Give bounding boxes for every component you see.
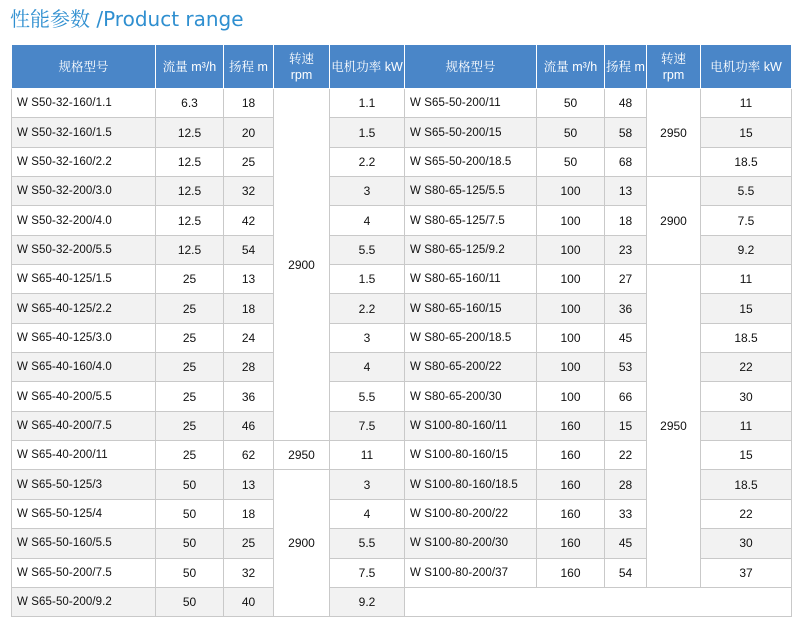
right-speed: 2900 [647,177,701,265]
left-power: 3 [330,470,405,499]
left-head: 18 [224,294,274,323]
right-model: W S80-65-125/9.2 [405,235,537,264]
header-speed: 转速 rpm [647,45,701,89]
left-flow: 25 [156,265,224,294]
left-speed: 2900 [274,470,330,617]
left-model: W S50-32-160/1.5 [12,118,156,147]
right-power: 18.5 [701,147,792,176]
left-head: 54 [224,235,274,264]
left-model: W S50-32-160/1.1 [12,89,156,118]
right-speed: 2950 [647,265,701,588]
right-model: W S65-50-200/11 [405,89,537,118]
right-head: 27 [605,265,647,294]
right-power: 7.5 [701,206,792,235]
right-head: 23 [605,235,647,264]
right-head: 22 [605,441,647,470]
left-flow: 50 [156,587,224,616]
left-head: 25 [224,529,274,558]
left-model: W S65-40-200/5.5 [12,382,156,411]
left-flow: 25 [156,382,224,411]
header-flow: 流量 m³/h [156,45,224,89]
left-flow: 25 [156,353,224,382]
right-model: W S80-65-125/5.5 [405,177,537,206]
right-model: W S80-65-200/22 [405,353,537,382]
right-power: 37 [701,558,792,587]
header-power: 电机功率 kW [330,45,405,89]
left-flow: 25 [156,411,224,440]
left-power: 2.2 [330,147,405,176]
right-model: W S80-65-160/11 [405,265,537,294]
left-power: 2.2 [330,294,405,323]
left-power: 3 [330,323,405,352]
right-head: 54 [605,558,647,587]
left-model: W S65-40-160/4.0 [12,353,156,382]
right-flow: 100 [537,382,605,411]
header-head: 扬程 m [605,45,647,89]
header-model: 规格型号 [12,45,156,89]
left-flow: 12.5 [156,147,224,176]
right-head: 18 [605,206,647,235]
left-power: 1.1 [330,89,405,118]
left-flow: 50 [156,470,224,499]
left-model: W S65-50-125/4 [12,499,156,528]
left-power: 5.5 [330,529,405,558]
left-model: W S65-50-200/9.2 [12,587,156,616]
right-head: 28 [605,470,647,499]
left-head: 24 [224,323,274,352]
right-head: 66 [605,382,647,411]
left-model: W S65-40-125/1.5 [12,265,156,294]
left-power: 5.5 [330,382,405,411]
left-model: W S65-50-125/3 [12,470,156,499]
table-row [12,587,792,616]
right-model: W S80-65-200/30 [405,382,537,411]
left-model: W S65-50-200/7.5 [12,558,156,587]
right-power: 18.5 [701,323,792,352]
right-power: 11 [701,265,792,294]
right-power: 5.5 [701,177,792,206]
right-head: 33 [605,499,647,528]
right-head: 15 [605,411,647,440]
left-power: 1.5 [330,118,405,147]
right-model: W S100-80-200/30 [405,529,537,558]
right-model: W S80-65-125/7.5 [405,206,537,235]
right-model: W S100-80-160/15 [405,441,537,470]
right-flow: 50 [537,147,605,176]
right-model: W S65-50-200/15 [405,118,537,147]
left-head: 18 [224,499,274,528]
left-head: 13 [224,265,274,294]
right-power: 15 [701,441,792,470]
right-flow: 100 [537,177,605,206]
table-row [12,89,792,118]
left-flow: 12.5 [156,235,224,264]
left-power: 4 [330,499,405,528]
table-header-row [12,45,792,89]
left-model: W S65-40-125/2.2 [12,294,156,323]
right-flow: 100 [537,353,605,382]
left-head: 18 [224,89,274,118]
left-flow: 25 [156,294,224,323]
left-power: 7.5 [330,558,405,587]
left-flow: 25 [156,323,224,352]
header-flow: 流量 m³/h [537,45,605,89]
right-model: W S100-80-200/37 [405,558,537,587]
left-power: 1.5 [330,265,405,294]
left-flow: 50 [156,558,224,587]
right-flow: 160 [537,441,605,470]
right-model: W S65-50-200/18.5 [405,147,537,176]
right-head: 45 [605,529,647,558]
left-flow: 6.3 [156,89,224,118]
left-head: 46 [224,411,274,440]
left-head: 32 [224,177,274,206]
left-power: 7.5 [330,411,405,440]
left-flow: 12.5 [156,177,224,206]
left-model: W S50-32-160/2.2 [12,147,156,176]
left-flow: 50 [156,529,224,558]
right-flow: 100 [537,265,605,294]
left-power: 9.2 [330,587,405,616]
header-speed: 转速 rpm [274,45,330,89]
left-power: 11 [330,441,405,470]
right-power: 11 [701,411,792,440]
left-head: 25 [224,147,274,176]
left-power: 3 [330,177,405,206]
header-head: 扬程 m [224,45,274,89]
left-head: 28 [224,353,274,382]
page-title: 性能参数 /Product range [10,7,244,31]
header-model: 规格型号 [405,45,537,89]
right-head: 45 [605,323,647,352]
right-power: 22 [701,499,792,528]
left-power: 4 [330,206,405,235]
left-model: W S50-32-200/3.0 [12,177,156,206]
right-flow: 50 [537,89,605,118]
right-flow: 160 [537,411,605,440]
table-row [12,265,792,294]
right-head: 36 [605,294,647,323]
header-power: 电机功率 kW [701,45,792,89]
left-head: 13 [224,470,274,499]
left-head: 42 [224,206,274,235]
right-power: 30 [701,382,792,411]
left-model: W S50-32-200/4.0 [12,206,156,235]
product-range-table [11,44,792,617]
left-flow: 12.5 [156,206,224,235]
right-flow: 100 [537,206,605,235]
right-head: 58 [605,118,647,147]
right-model: W S80-65-200/18.5 [405,323,537,352]
left-power: 5.5 [330,235,405,264]
right-flow: 100 [537,323,605,352]
left-model: W S65-40-200/7.5 [12,411,156,440]
right-speed: 2950 [647,89,701,177]
left-head: 36 [224,382,274,411]
right-head: 53 [605,353,647,382]
left-model: W S65-40-200/11 [12,441,156,470]
right-power: 18.5 [701,470,792,499]
right-model: W S100-80-160/18.5 [405,470,537,499]
right-flow: 160 [537,499,605,528]
left-model: W S65-50-160/5.5 [12,529,156,558]
right-power: 9.2 [701,235,792,264]
right-flow: 100 [537,235,605,264]
right-power: 11 [701,89,792,118]
right-head: 68 [605,147,647,176]
right-power: 22 [701,353,792,382]
right-flow: 100 [537,294,605,323]
right-flow: 160 [537,529,605,558]
right-power: 15 [701,118,792,147]
left-model: W S65-40-125/3.0 [12,323,156,352]
right-flow: 50 [537,118,605,147]
left-flow: 25 [156,441,224,470]
right-power: 30 [701,529,792,558]
left-head: 62 [224,441,274,470]
left-speed: 2950 [274,441,330,470]
left-power: 4 [330,353,405,382]
left-head: 20 [224,118,274,147]
left-head: 32 [224,558,274,587]
right-flow: 160 [537,558,605,587]
empty-cell [405,587,792,616]
table-row [12,177,792,206]
left-head: 40 [224,587,274,616]
right-model: W S80-65-160/15 [405,294,537,323]
left-flow: 50 [156,499,224,528]
right-head: 48 [605,89,647,118]
left-flow: 12.5 [156,118,224,147]
right-model: W S100-80-160/11 [405,411,537,440]
left-speed: 2900 [274,89,330,441]
right-model: W S100-80-200/22 [405,499,537,528]
left-model: W S50-32-200/5.5 [12,235,156,264]
right-flow: 160 [537,470,605,499]
right-power: 15 [701,294,792,323]
right-head: 13 [605,177,647,206]
